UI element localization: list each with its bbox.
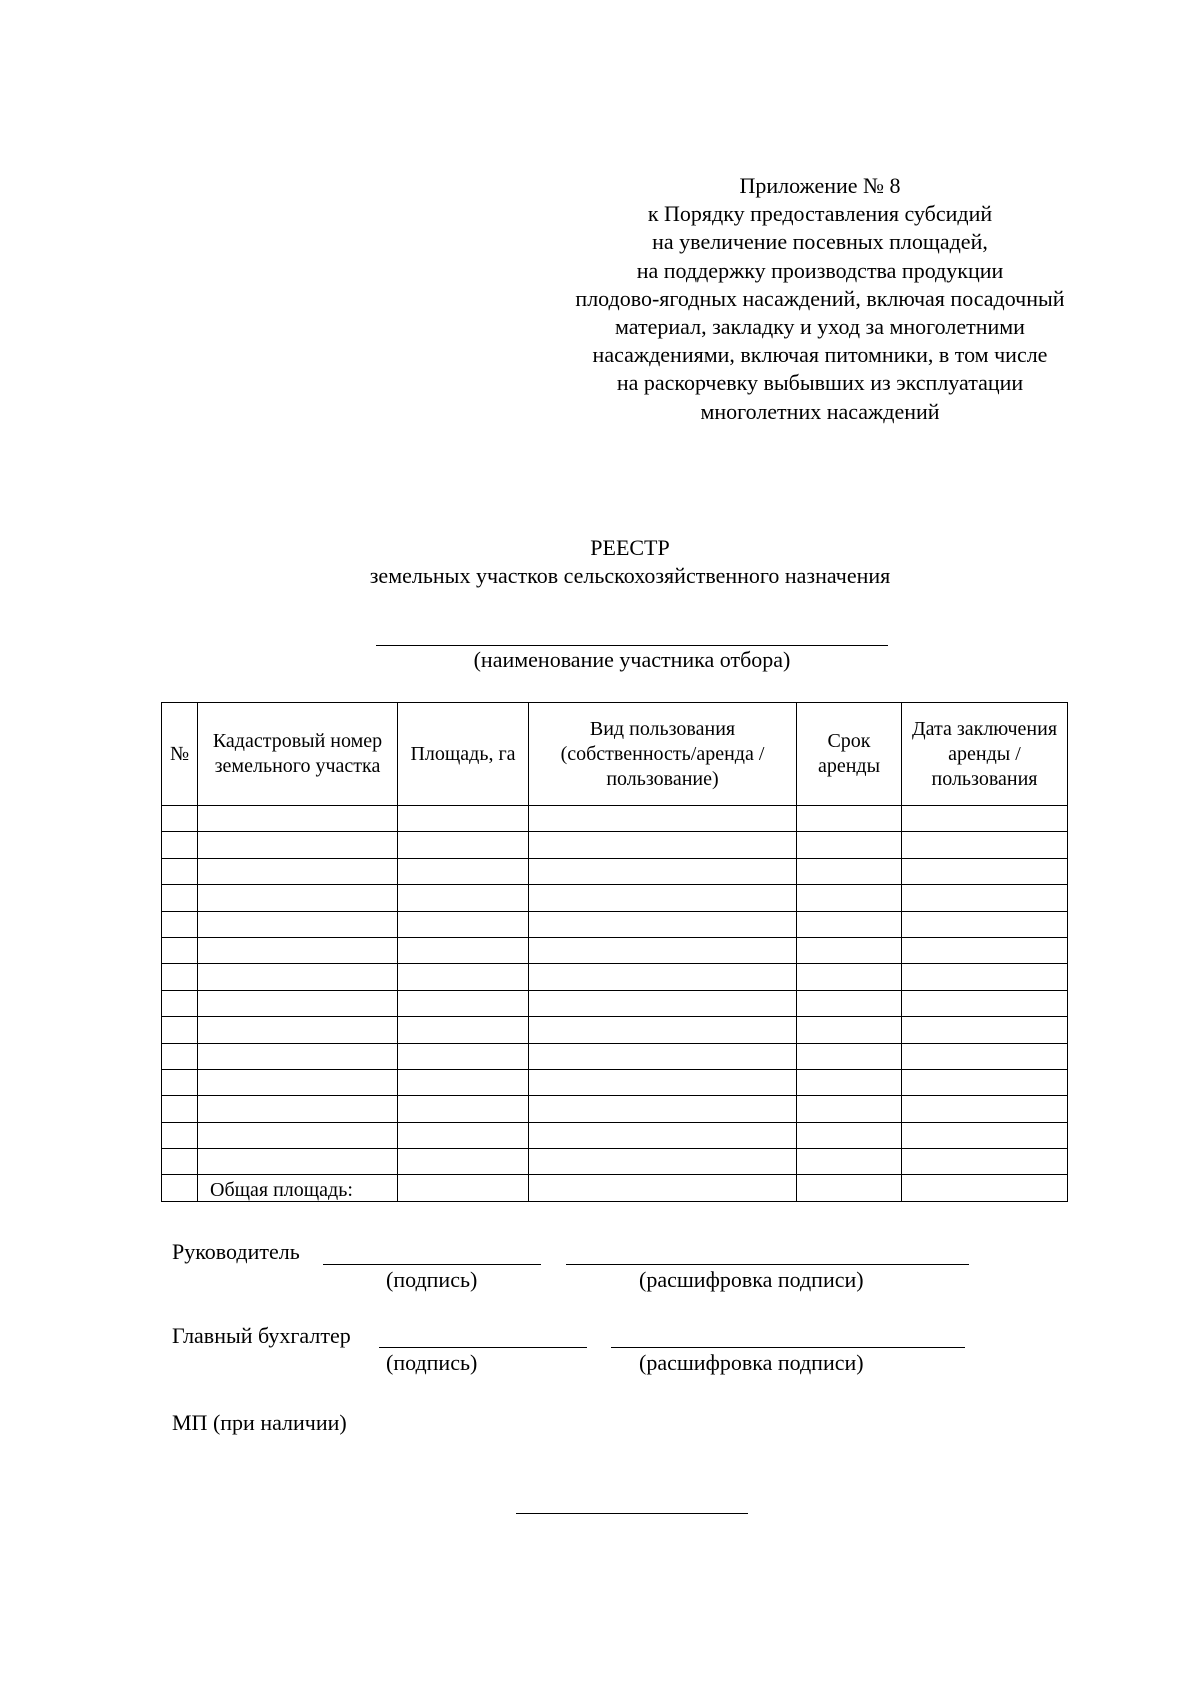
table-row [162,885,1068,911]
table-cell[interactable] [902,1122,1068,1148]
table-cell[interactable] [797,990,902,1016]
table-cell[interactable] [162,1149,198,1175]
table-cell[interactable] [529,1017,797,1043]
registry-table [161,702,1068,1202]
header-contract-date: Дата заключения аренды / пользования [902,703,1068,806]
table-row [162,937,1068,963]
table-cell[interactable] [398,1122,529,1148]
table-cell[interactable] [902,832,1068,858]
table-cell[interactable] [529,858,797,884]
appendix-line: насаждениями, включая питомники, в том числе [592,342,1048,368]
table-row [162,964,1068,990]
appendix-header [540,172,1100,426]
table-cell [902,1175,1068,1201]
chief-accountant-decoding-caption: (расшифровка подписи) [639,1350,864,1375]
total-area-value[interactable] [398,1175,529,1201]
stamp-label: МП (при наличии) [172,1410,347,1435]
table-cell[interactable] [797,937,902,963]
table-cell[interactable] [797,832,902,858]
table-cell[interactable] [398,964,529,990]
table-cell[interactable] [902,806,1068,832]
table-cell[interactable] [797,1043,902,1069]
table-cell[interactable] [162,1122,198,1148]
table-cell[interactable] [902,964,1068,990]
document-end-line [516,1513,748,1514]
table-cell[interactable] [529,1069,797,1095]
appendix-line: многолетних насаждений [700,398,940,424]
header-cadastral-number: Кадастровый номер земельного участка [198,703,398,806]
header-lease-term: Срок аренды [797,703,902,806]
table-cell[interactable] [198,1122,398,1148]
table-cell[interactable] [198,1096,398,1122]
table-cell[interactable] [198,1069,398,1095]
table-cell[interactable] [198,937,398,963]
table-cell [797,1175,902,1201]
table-cell[interactable] [902,858,1068,884]
chief-accountant-signature-field[interactable] [379,1347,587,1348]
table-cell[interactable] [902,1149,1068,1175]
total-area-label: Общая площадь: [198,1175,398,1201]
table-cell[interactable] [398,937,529,963]
chief-accountant-label: Главный бухгалтер [172,1323,351,1348]
table-cell[interactable] [198,858,398,884]
header-usage-type: Вид пользования (собственность/аренда /пользование) [529,703,797,806]
table-cell[interactable] [398,858,529,884]
table-header-row [162,703,1068,806]
appendix-line: Приложение № 8 [739,173,901,198]
table-cell[interactable] [529,1122,797,1148]
head-signature-caption: (подпись) [386,1267,478,1292]
table-cell[interactable] [198,1017,398,1043]
table-cell[interactable] [529,1096,797,1122]
table-cell[interactable] [398,911,529,937]
table-row [162,1149,1068,1175]
table-cell[interactable] [398,1043,529,1069]
appendix-line: материал, закладку и уход за многолетними [615,314,1025,340]
table-row [162,1017,1068,1043]
table-cell[interactable] [198,1149,398,1175]
table-cell[interactable] [398,1149,529,1175]
table-cell[interactable] [797,1149,902,1175]
table-cell[interactable] [198,832,398,858]
table-cell[interactable] [162,1096,198,1122]
header-area: Площадь, га [398,703,529,806]
table-cell[interactable] [198,1043,398,1069]
table-row [162,806,1068,832]
table-cell[interactable] [398,1017,529,1043]
table-cell[interactable] [902,937,1068,963]
table-cell[interactable] [529,937,797,963]
chief-accountant-decoding-field[interactable] [611,1347,965,1348]
table-cell[interactable] [797,911,902,937]
head-decoding-caption: (расшифровка подписи) [639,1267,864,1292]
table-cell[interactable] [797,1069,902,1095]
table-cell[interactable] [198,964,398,990]
table-cell[interactable] [529,1149,797,1175]
table-cell[interactable] [529,1043,797,1069]
chief-accountant-signature-caption: (подпись) [386,1350,478,1375]
table-cell[interactable] [398,885,529,911]
table-cell[interactable] [198,885,398,911]
table-cell[interactable] [198,911,398,937]
table-cell[interactable] [398,832,529,858]
table-cell[interactable] [398,990,529,1016]
table-cell[interactable] [797,1122,902,1148]
table-row [162,990,1068,1016]
table-row [162,1069,1068,1095]
table-cell[interactable] [162,911,198,937]
table-cell[interactable] [162,964,198,990]
table-cell[interactable] [902,1017,1068,1043]
table-cell[interactable] [797,1096,902,1122]
table-cell[interactable] [529,911,797,937]
table-cell[interactable] [529,806,797,832]
table-cell[interactable] [529,832,797,858]
table-cell[interactable] [162,937,198,963]
table-cell[interactable] [162,858,198,884]
table-cell[interactable] [398,1096,529,1122]
table-cell[interactable] [797,964,902,990]
table-row [162,858,1068,884]
appendix-line: на увеличение посевных площадей, [652,229,988,255]
table-cell[interactable] [162,1069,198,1095]
table-cell[interactable] [398,806,529,832]
head-signature-decoding-field[interactable] [566,1264,969,1265]
table-row [162,1122,1068,1148]
appendix-line: на раскорчевку выбывших из эксплуатации [616,370,1024,396]
appendix-line: к Порядку предоставления субсидий [647,201,993,227]
table-cell[interactable] [797,885,902,911]
table-row [162,832,1068,858]
table-cell[interactable] [162,806,198,832]
table-cell[interactable] [902,1069,1068,1095]
table-total-row [162,1175,1068,1201]
document-title [0,534,1200,590]
table-row [162,1096,1068,1122]
table-cell[interactable] [398,1069,529,1095]
participant-name-caption: (наименование участника отбора) [473,647,791,672]
appendix-line: плодово-ягодных насаждений, включая посадочный [575,285,1065,311]
table-cell[interactable] [797,1017,902,1043]
table-row [162,911,1068,937]
table-cell[interactable] [529,885,797,911]
title-subheading: земельных участков сельскохозяйственного назначения [369,563,891,588]
table-cell[interactable] [198,990,398,1016]
table-cell[interactable] [162,1043,198,1069]
table-cell[interactable] [902,911,1068,937]
table-cell[interactable] [902,990,1068,1016]
table-cell[interactable] [162,885,198,911]
table-cell[interactable] [162,832,198,858]
table-cell[interactable] [198,806,398,832]
table-cell[interactable] [529,964,797,990]
table-cell[interactable] [797,806,902,832]
table-cell[interactable] [902,885,1068,911]
table-cell[interactable] [162,1017,198,1043]
table-cell[interactable] [902,1043,1068,1069]
table-row [162,1043,1068,1069]
table-cell[interactable] [797,858,902,884]
header-number: № [162,703,198,806]
appendix-line: на поддержку производства продукции [636,257,1004,283]
head-signature-field[interactable] [323,1264,541,1265]
table-cell [162,1175,198,1201]
table-cell[interactable] [902,1096,1068,1122]
head-signature-label: Руководитель [172,1239,300,1264]
title-heading: РЕЕСТР [590,535,670,560]
table-cell[interactable] [529,990,797,1016]
table-cell[interactable] [162,990,198,1016]
table-cell [529,1175,797,1201]
